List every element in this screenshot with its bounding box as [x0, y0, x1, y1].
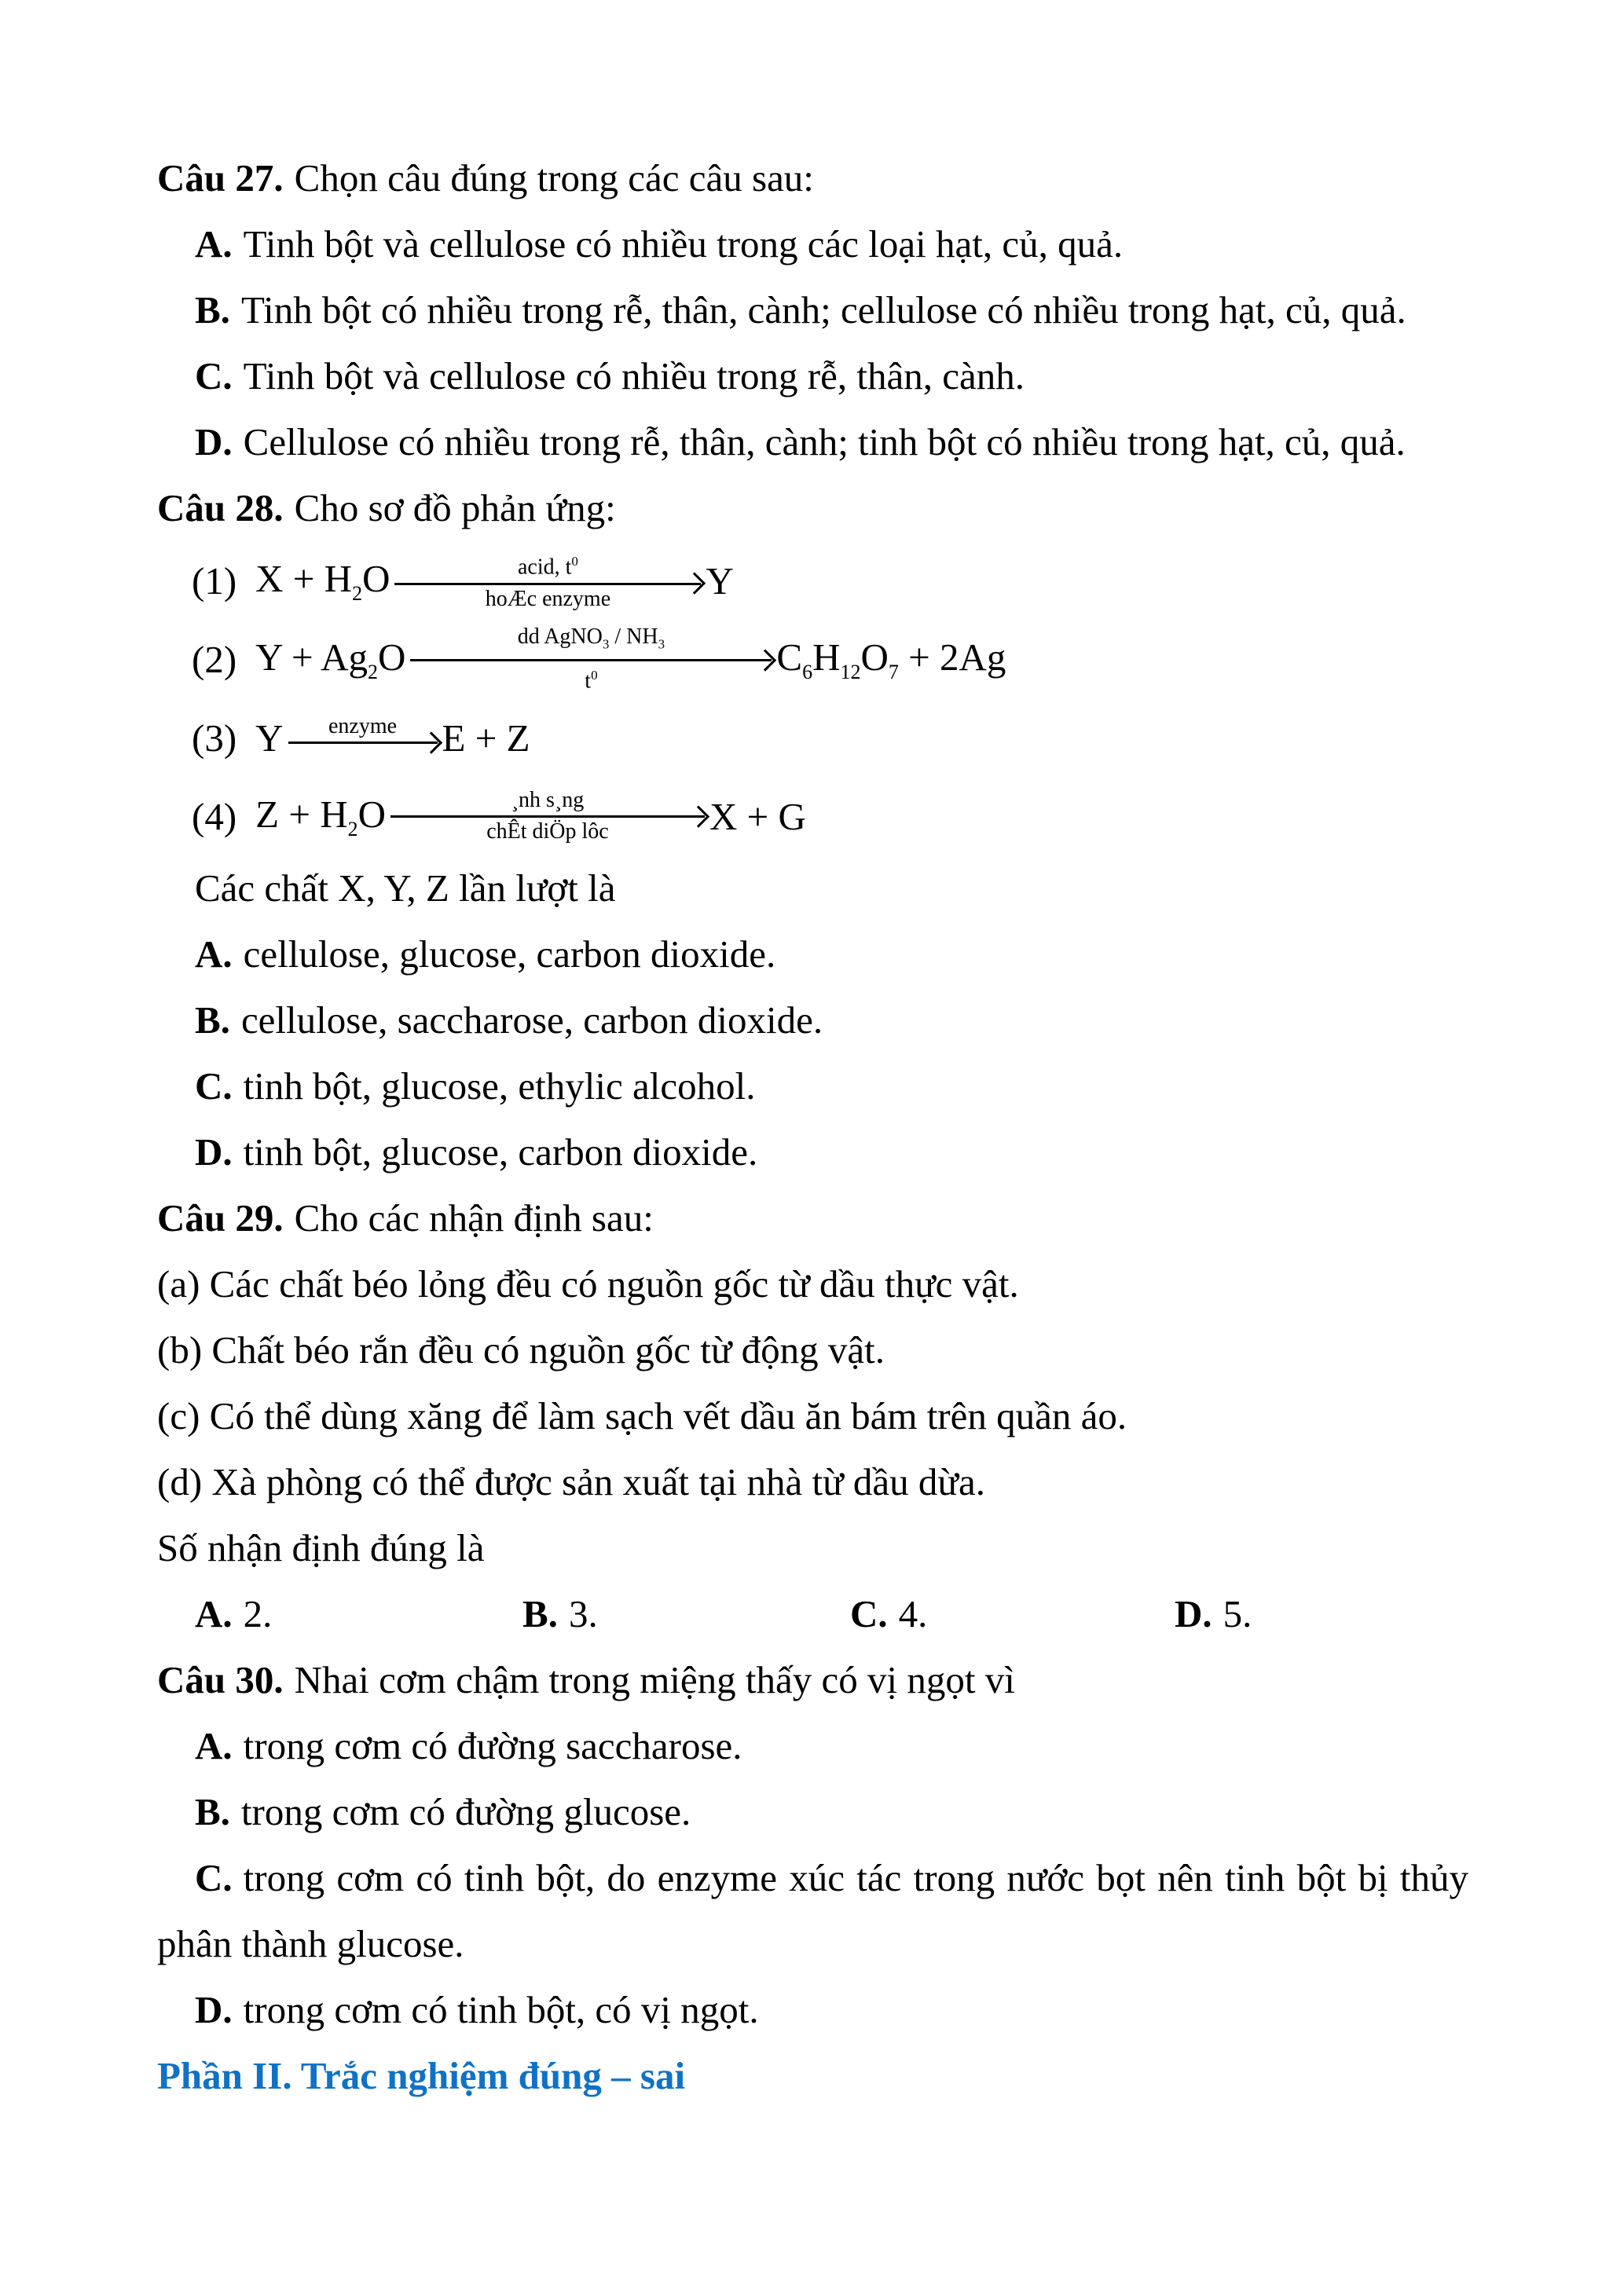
question-28-heading	[157, 475, 1467, 541]
inline-option-a: A. 2.	[195, 1592, 273, 1635]
reaction-equation-3: (3) Y enzyme E + Z	[192, 714, 530, 760]
equation-lhs: Y	[255, 716, 284, 760]
question-27-label: Câu 27.	[157, 156, 284, 200]
q30-option-b: B. trong cơm có đường glucose.	[195, 1790, 691, 1833]
q29-statement-a: (a) Các chất béo lỏng đều có nguồn gốc từ dầu thực vật.	[157, 1262, 1019, 1305]
equation-rhs: E + Z	[442, 716, 530, 760]
equation-rhs: X + G	[709, 794, 806, 838]
equation-lhs: $Y + Ag_2O$	[255, 635, 406, 683]
equation-rhs: Y	[706, 558, 734, 602]
section-2-heading: Phần II. Trắc nghiệm đúng – sai	[157, 2054, 686, 2097]
q28-option-c: C. tinh bột, glucose, ethylic alcohol.	[195, 1064, 756, 1108]
arrow-line	[288, 742, 438, 744]
reaction-equation-1: (1) $X + H_2O$ acid, $t^0$ hoÆc enzyme Y	[192, 541, 1467, 620]
arrow-condition-top: ¸nh s¸ng	[511, 788, 585, 812]
q28-follow-text: Các chất X, Y, Z lần lượt là	[195, 866, 616, 910]
question-29-label: Câu 29.	[157, 1196, 284, 1240]
q29-statement-c: (c) Có thể dùng xăng để làm sạch vết dầu ăn bám trên quần áo.	[157, 1394, 1127, 1437]
q29-follow-text: Số nhận định đúng là	[157, 1526, 485, 1569]
question-27-heading	[157, 145, 1467, 211]
arrow-condition-top: dd AgNO$_3$ / $NH_3$	[517, 624, 665, 652]
q30-option-c-line2: phân thành glucose.	[157, 1922, 464, 1965]
question-27-stem: Chọn câu đúng trong các câu sau:	[294, 156, 814, 200]
q28-option-a: A. cellulose, glucose, carbon dioxide.	[195, 932, 776, 976]
equation-lhs: $Z + H_2O$	[255, 792, 386, 840]
equation-lhs: $X + H_2O$	[255, 556, 390, 605]
reaction-equation-2: (2) $Y + Ag_2O$ dd AgNO$_3$ / $NH_3$ $t^0$ $C_6H_{12}O_7 + 2Ag$	[192, 624, 1006, 694]
q27-option-b: B. Tinh bột có nhiều trong rễ, thân, cành; cellulose có nhiều trong hạt, củ, quả.	[195, 288, 1406, 331]
q29-answers-row	[157, 1581, 1467, 1647]
inline-option-b: B. 3.	[522, 1592, 598, 1635]
q27-option-a: A. Tinh bột và cellulose có nhiều trong các loại hạt, củ, quả.	[195, 222, 1124, 265]
q29-statement-d: (d) Xà phòng có thể được sản xuất tại nhà từ dầu dừa.	[157, 1460, 985, 1503]
reaction-arrow	[288, 714, 438, 745]
reaction-arrow	[410, 624, 772, 694]
arrow-condition-bottom: $t^0$	[585, 668, 598, 694]
question-30-stem: Nhai cơm chậm trong miệng thấy có vị ngọt vì	[294, 1658, 1015, 1701]
arrow-condition-bottom: hoÆc enzyme	[485, 586, 611, 611]
question-30-heading	[157, 1647, 1467, 1713]
q30-option-a: A. trong cơm có đường saccharose.	[195, 1724, 742, 1767]
q30-option-d: D. trong cơm có tinh bột, có vị ngọt.	[195, 1988, 759, 2031]
q28-option-b: B. cellulose, saccharose, carbon dioxide.	[195, 998, 823, 1042]
q27-option-d: D. Cellulose có nhiều trong rễ, thân, cành; tinh bột có nhiều trong hạt, củ, quả.	[195, 420, 1406, 463]
question-28-label: Câu 28.	[157, 486, 284, 529]
inline-option-c: C. 4.	[850, 1592, 928, 1635]
reaction-equation-4: (4) $Z + H_2O$ ¸nh s¸ng chÊt diÖp lôc X + G	[192, 788, 806, 844]
inline-option-d: D. 5.	[1175, 1592, 1252, 1635]
q30-option-c-line1: C. trong cơm có tinh bột, do enzyme xúc tác trong nước bọt nên tinh bột bị thủy	[195, 1856, 1468, 1899]
arrow-condition-top: enzyme	[328, 714, 398, 738]
question-30-label: Câu 30.	[157, 1658, 284, 1701]
question-29-heading	[157, 1185, 1467, 1251]
q29-statement-b: (b) Chất béo rắn đều có nguồn gốc từ động vật.	[157, 1328, 885, 1371]
question-28-stem: Cho sơ đồ phản ứng:	[294, 486, 616, 529]
reaction-arrow	[390, 788, 705, 844]
reaction-arrow	[394, 549, 701, 611]
arrow-line	[410, 659, 772, 661]
arrow-condition-bottom: chÊt diÖp lôc	[486, 819, 609, 844]
arrow-line	[394, 583, 701, 585]
q27-option-c: C. Tinh bột và cellulose có nhiều trong rễ, thân, cành.	[195, 354, 1025, 397]
equation-rhs: $C_6H_{12}O_7 + 2Ag$	[776, 635, 1006, 683]
q28-option-d: D. tinh bột, glucose, carbon dioxide.	[195, 1130, 758, 1174]
arrow-condition-top: acid, $t^0$	[517, 554, 578, 580]
arrow-line	[390, 815, 705, 818]
question-29-stem: Cho các nhận định sau:	[294, 1196, 654, 1240]
